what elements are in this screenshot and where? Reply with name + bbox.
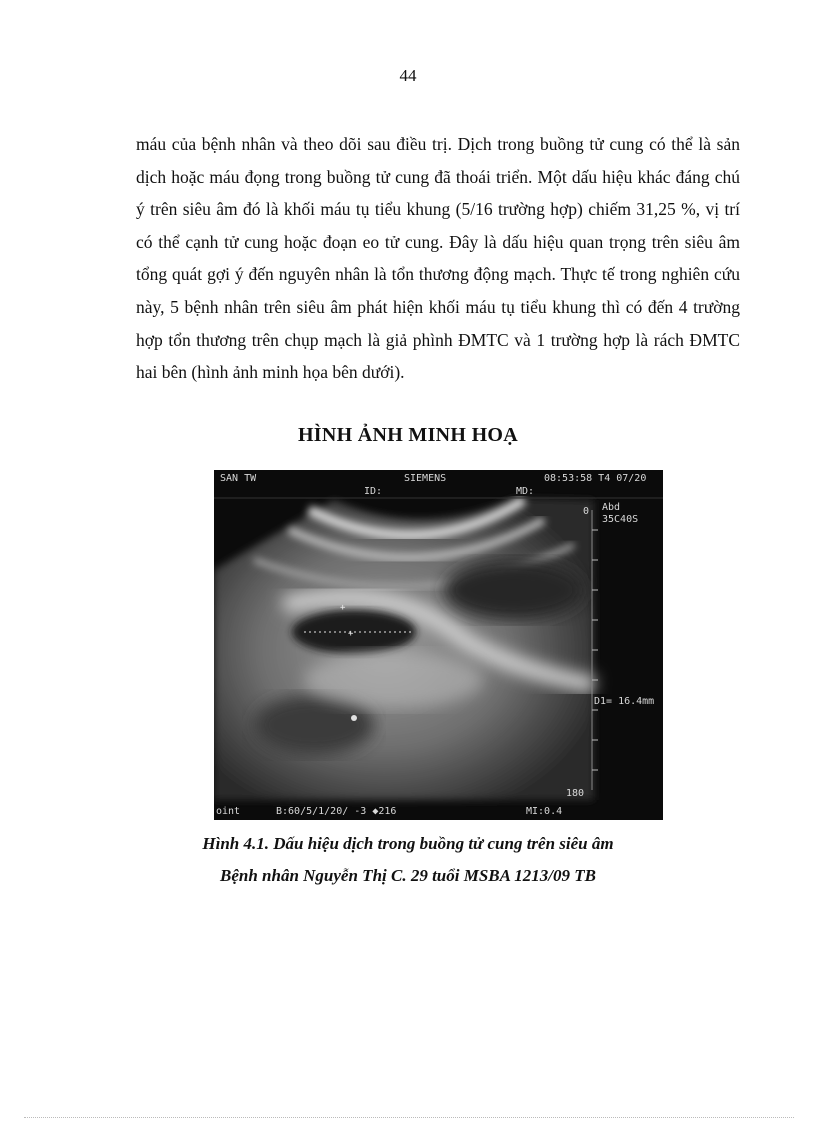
overlay-brand: SIEMENS bbox=[404, 473, 447, 484]
overlay-settings: B:60/5/1/20/ -3 ◆216 bbox=[276, 806, 397, 817]
ultrasound-figure bbox=[214, 470, 663, 820]
ultrasound-scan-image bbox=[214, 470, 663, 820]
overlay-preset: Abd bbox=[602, 502, 621, 513]
svg-text:+: + bbox=[348, 629, 354, 639]
section-heading: HÌNH ẢNH MINH HOẠ bbox=[297, 424, 519, 446]
overlay-mi: MI:0.4 bbox=[526, 806, 563, 817]
page-number: 44 bbox=[399, 66, 417, 85]
overlay-top-depth: 0 bbox=[583, 506, 590, 517]
figure-caption-patient: Bệnh nhân Nguyễn Thị C. 29 tuổi MSBA 1213/09 TB bbox=[220, 866, 596, 885]
overlay-bottom-depth: 180 bbox=[566, 788, 585, 799]
footer-rule bbox=[24, 1117, 794, 1118]
overlay-md-label: MD: bbox=[516, 486, 535, 497]
overlay-time-date: 08:53:58 T4 07/20 bbox=[544, 473, 647, 484]
overlay-footer-left: oint bbox=[216, 806, 241, 817]
overlay-id-label: ID: bbox=[364, 486, 383, 497]
overlay-hospital: SAN TW bbox=[220, 473, 257, 484]
overlay-probe: 35C40S bbox=[602, 514, 639, 525]
body-paragraph: máu của bệnh nhân và theo dõi sau điều trị. Dịch trong buồng tử cung có thể là sản dịch hoặc máu đọng trong buồng tử cung đã thoái triển. Một dấu hiệu khác đáng chú ý trên siêu âm đó là khối máu tụ tiểu khung (5/16 trường hợp) chiếm 31,25 %, vị trí có thể cạnh tử cung hoặc đoạn eo tử cung. Đây là dấu hiệu quan trọng trên siêu âm tổng quát gợi ý đến nguyên nhân là tổn thương động mạch. Thực tế trong nghiên cứu này, 5 bệnh nhân trên siêu âm phát hiện khối máu tụ tiểu khung thì có đến 4 trường hợp tổn thương trên chụp mạch là giả phình ĐMTC và 1 trường hợp là rách ĐMTC hai bên (hình ảnh minh họa bên dưới). bbox=[136, 134, 740, 383]
overlay-measurement: D1= 16.4mm bbox=[594, 696, 655, 707]
svg-text:+: + bbox=[340, 603, 346, 613]
figure-caption-title: Hình 4.1. Dấu hiệu dịch trong buồng tử cung trên siêu âm bbox=[202, 834, 614, 853]
